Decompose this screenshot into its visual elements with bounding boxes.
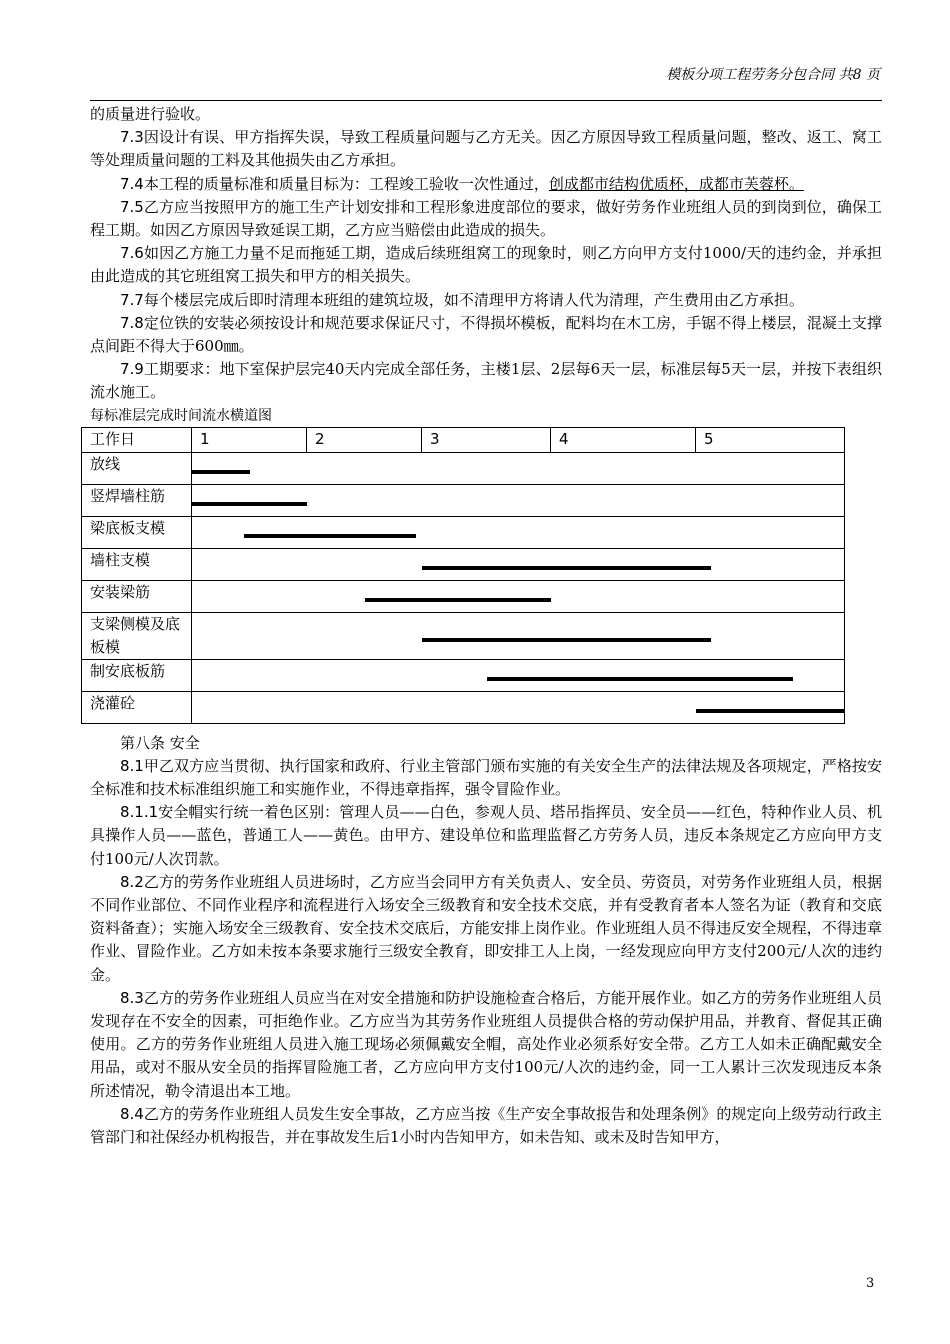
gantt-task-row: [82, 691, 845, 723]
task-name: 放线: [82, 452, 192, 484]
clause-text: 定位铁的安装必须按设计和规范要求保证尺寸，不得损坏模板，配料均在木工房，手锯不得上楼层，混凝土支撑点间距不得大于600㎜。: [90, 313, 882, 356]
day-label: 3: [422, 427, 551, 452]
gantt-task-row: [82, 612, 845, 659]
gantt-bar: [192, 470, 250, 474]
clause-text: 本工程的质量标准和质量目标为：工程竣工验收一次性通过，: [143, 174, 549, 193]
clause-8-1-1: [90, 801, 882, 871]
clause-number: 7.3: [120, 128, 144, 147]
gantt-task-row: [82, 516, 845, 548]
clause-number: 7.6: [120, 244, 144, 263]
gantt-table: [81, 427, 845, 724]
clause-number: 7.5: [120, 197, 144, 216]
gantt-bar: [244, 534, 417, 538]
day-label: 4: [551, 427, 696, 452]
clause-text: 工期要求：地下室保护层完40天内完成全部任务，主楼1层、2层每6天一层，标准层每5天一层，并按下表组织流水施工。: [90, 360, 882, 402]
clause-7-5: [90, 196, 882, 242]
gantt-bar: [487, 677, 793, 681]
gantt-task-row: [82, 452, 845, 484]
clause-8-2: [90, 871, 882, 987]
clause-7-6: [90, 242, 882, 288]
clause-number: 7.7: [120, 290, 144, 309]
clause-7-9: [90, 358, 882, 404]
day-label: 2: [307, 427, 422, 452]
gantt-bar: [422, 566, 711, 570]
task-name: 竖焊墙柱筋: [82, 484, 192, 516]
clause-text: 因设计有误、甲方指挥失误，导致工程质量问题与乙方无关。因乙方原因导致工程质量问题，整改、返工、窝工等处理质量问题的工料及其他损失由乙方承担。: [90, 128, 882, 170]
page-header: 模板分项工程劳务分包合同 共8 页: [666, 67, 880, 83]
clause-number: 8.4: [120, 1104, 144, 1123]
document-body: [90, 103, 882, 1149]
gantt-bar: [365, 598, 552, 602]
header-label: 工作日: [82, 427, 192, 452]
gantt-bar: [192, 502, 307, 506]
gantt-header-row: [82, 427, 845, 452]
underlined-quality-goal: 创成都市结构优质杯，成都市芙蓉杯。: [548, 174, 804, 193]
clause-8-4: [90, 1103, 882, 1149]
task-name: 墙柱支模: [82, 548, 192, 580]
clause-text: 甲乙双方应当贯彻、执行国家和政府、行业主管部门颁布实施的有关安全生产的法律法规及各项规定，严格按安全标准和技术标准组织施工和实施作业，不得违章指挥，强令冒险作业。: [90, 756, 882, 799]
clause-7-4: [90, 173, 882, 196]
clause-text: 如因乙方施工力量不足而拖延工期，造成后续班组窝工的现象时，则乙方向甲方支付1000/天的违约金，并承担由此造成的其它班组窝工损失和甲方的相关损失。: [90, 244, 882, 286]
day-label: 1: [192, 427, 307, 452]
clause-number: 7.9: [120, 360, 144, 379]
page-number: 3: [866, 1276, 875, 1291]
clause-8-1: [90, 755, 882, 801]
clause-text: 安全帽实行统一着色区别：管理人员——白色，参观人员、塔吊指挥员、安全员——红色，特种作业人员、机具操作人员——蓝色，普通工人——黄色。由甲方、建设单位和监理监督乙方劳务人员，违反本条规定乙方应向甲方支付100元/人次罚款。: [90, 803, 882, 868]
gantt-task-row: [82, 484, 845, 516]
gantt-bar: [696, 709, 845, 713]
gantt-task-row: [82, 548, 845, 580]
gantt-title: 每标准层完成时间流水横道图: [90, 407, 272, 424]
task-name: 支梁侧模及底板模: [82, 612, 192, 659]
clause-number: 8.1.1: [120, 803, 159, 822]
clause-8-3: [90, 987, 882, 1103]
clause-number: 8.3: [120, 988, 144, 1007]
clause-text: 乙方应当按照甲方的施工生产计划安排和工程形象进度部位的要求，做好劳务作业班组人员的到岗到位，确保工程工期。如因乙方原因导致延误工期，乙方应当赔偿由此造成的损失。: [90, 197, 882, 240]
gantt-bar: [422, 638, 711, 642]
clause-number: 7.8: [120, 313, 144, 332]
task-name: 安装梁筋: [82, 580, 192, 612]
header-rule: [90, 100, 882, 101]
day-label: 5: [696, 427, 845, 452]
gantt-task-row: [82, 659, 845, 691]
clause-text: 乙方的劳务作业班组人员进场时，乙方应当会同甲方有关负责人、安全员、劳资员，对劳务作业班组人员，根据不同作业部位、不同作业程序和流程进行入场安全三级教育和安全技术交底，并有受教育者本人签名为证（教育和交底资料备查）；实施入场安全三级教育、安全技术交底后，方能安排上岗作业。作业班组人员不得违反安全规程，不得违章作业、冒险作业。乙方如未按本条要求施行三级安全教育，即安排工人上岗，一经发现应向甲方支付200元/人次的违约金。: [90, 872, 882, 984]
paragraph-continuation: 的质量进行验收。: [90, 105, 211, 123]
clause-text: 乙方的劳务作业班组人员发生安全事故，乙方应当按《生产安全事故报告和处理条例》的规定向上级劳动行政主管部门和社保经办机构报告，并在事故发生后1小时内告知甲方，如未告知、或未及时告知甲方，: [90, 1104, 882, 1147]
task-name: 浇灌砼: [82, 691, 192, 723]
clause-number: 8.1: [120, 756, 144, 775]
clause-number: 8.2: [120, 872, 144, 891]
clause-7-7: [90, 289, 882, 312]
clause-7-3: [90, 126, 882, 172]
task-name: 梁底板支模: [82, 516, 192, 548]
clause-number: 7.4: [120, 174, 144, 193]
task-name: 制安底板筋: [82, 659, 192, 691]
gantt-task-row: [82, 580, 845, 612]
clause-text: 每个楼层完成后即时清理本班组的建筑垃圾，如不清理甲方将请人代为清理，产生费用由乙方承担。: [143, 290, 804, 309]
clause-7-8: [90, 312, 882, 358]
clause-text: 乙方的劳务作业班组人员应当在对安全措施和防护设施检查合格后，方能开展作业。如乙方的劳务作业班组人员发现存在不安全的因素，可拒绝作业。乙方应当为其劳务作业班组人员提供合格的劳动保护用品，并教育、督促其正确使用。乙方的劳务作业班组人员进入施工现场必须佩戴安全帽，高处作业必须系好安全带。乙方工人如未正确配戴安全用品，或对不服从安全员的指挥冒险施工者，乙方应向甲方支付100元/人次的违约金，同一工人累计三次发现违反本条所述情况，勒令清退出本工地。: [90, 988, 882, 1100]
section-heading: 第八条 安全: [120, 733, 200, 752]
